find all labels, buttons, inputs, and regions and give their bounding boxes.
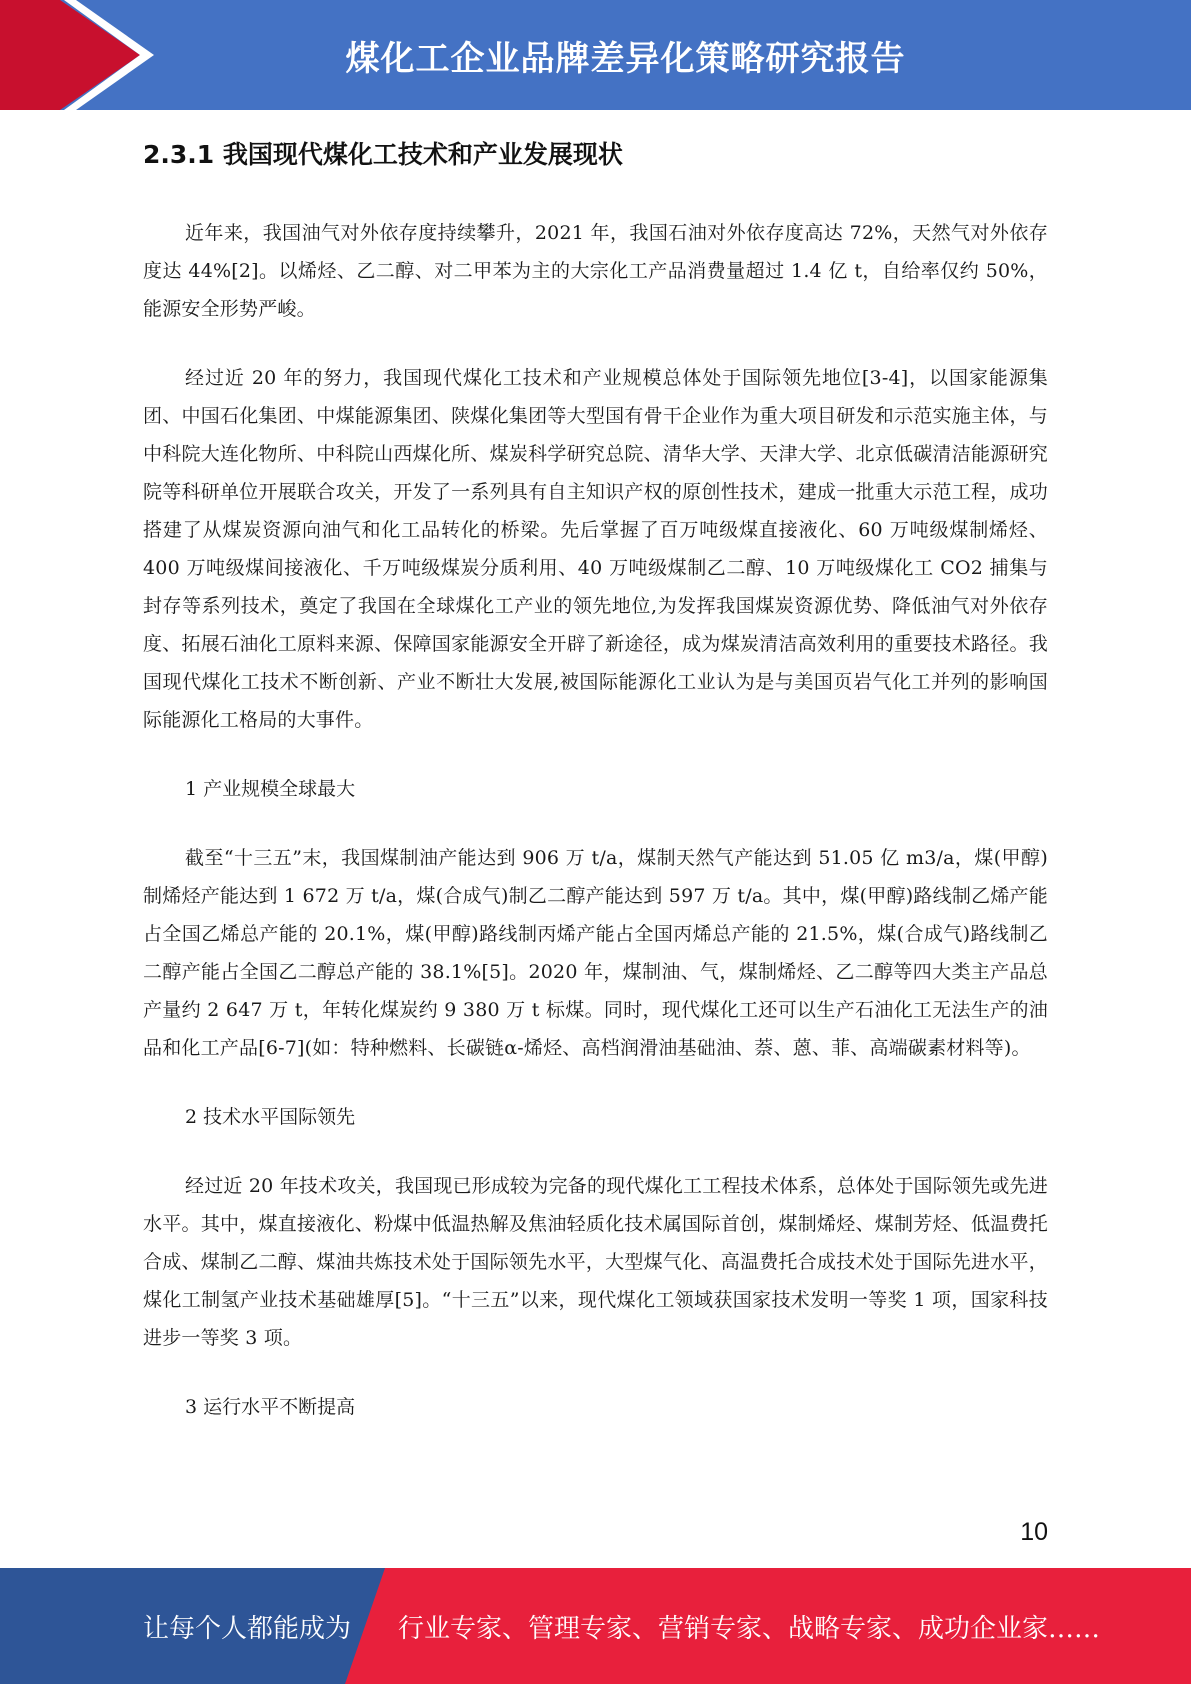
report-title: 煤化工企业品牌差异化策略研究报告 (345, 38, 906, 79)
paragraph: 截至“十三五”末，我国煤制油产能达到 906 万 t/a，煤制天然气产能达到 51.05 亿 m3/a，煤(甲醇)制烯烃产能达到 1 672 万 t/a，煤(合成气)制乙二醇产能达到 597 万 t/a。其中，煤(甲醇)路线制乙烯产能占全国乙烯总产能的 20.1%，煤(甲醇)路线制丙烯产能占全国丙烯总产能的 21.5%，煤(合成气)路线制乙二醇产能占全国乙二醇总产能的 38.1%[5]。2020 年，煤制油、气，煤制烯烃、乙二醇等四大类主产品总产量约 2 647 万 t，年转化煤炭约 9 380 万 t 标煤。同时，现代煤化工还可以生产石油化工无法生产的油品和化工产品[6-7](如：特种燃料、长碳链α-烯烃、高档润滑油基础油、萘、蒽、菲、高端碳素材料等)。 (143, 847, 1048, 1059)
subheading: 2 技术水平国际领先 (185, 1106, 356, 1128)
footer-slogan-left: 让每个人都能成为 (143, 1613, 352, 1644)
page-number: 10 (1020, 1518, 1048, 1546)
section-heading: 2.3.1 我国现代煤化工技术和产业发展现状 (143, 140, 623, 169)
page-header (0, 0, 1191, 110)
subheading: 1 产业规模全球最大 (185, 778, 356, 800)
paragraph: 近年来，我国油气对外依存度持续攀升，2021 年，我国石油对外依存度高达 72%，天然气对外依存度达 44%[2]。以烯烃、乙二醇、对二甲苯为主的大宗化工产品消费量超过 1.4 亿 t，自给率仅约 50%，能源安全形势严峻。 (143, 222, 1048, 320)
page-footer (0, 1568, 1191, 1684)
footer-slogan-right: 行业专家、管理专家、营销专家、战略专家、成功企业家…… (398, 1613, 1101, 1644)
page-content (143, 128, 1048, 1457)
paragraph: 经过近 20 年的努力，我国现代煤化工技术和产业规模总体处于国际领先地位[3-4]，以国家能源集团、中国石化集团、中煤能源集团、陕煤化集团等大型国有骨干企业作为重大项目研发和示范实施主体，与中科院大连化物所、中科院山西煤化所、煤炭科学研究总院、清华大学、天津大学、北京低碳清洁能源研究院等科研单位开展联合攻关，开发了一系列具有自主知识产权的原创性技术，建成一批重大示范工程，成功搭建了从煤炭资源向油气和化工品转化的桥梁。先后掌握了百万吨级煤直接液化、60 万吨级煤制烯烃、400 万吨级煤间接液化、千万吨级煤炭分质利用、40 万吨级煤制乙二醇、10 万吨级煤化工 CO2 捕集与封存等系列技术，奠定了我国在全球煤化工产业的领先地位,为发挥我国煤炭资源优势、降低油气对外依存度、拓展石油化工原料来源、保障国家能源安全开辟了新途径，成为煤炭清洁高效利用的重要技术路径。我国现代煤化工技术不断创新、产业不断壮大发展,被国际能源化工业认为是与美国页岩气化工并列的影响国际能源化工格局的大事件。 (143, 367, 1048, 731)
subheading: 3 运行水平不断提高 (185, 1396, 356, 1418)
paragraph: 经过近 20 年技术攻关，我国现已形成较为完备的现代煤化工工程技术体系，总体处于国际领先或先进水平。其中，煤直接液化、粉煤中低温热解及焦油轻质化技术属国际首创，煤制烯烃、煤制芳烃、低温费托合成、煤制乙二醇、煤油共炼技术处于国际领先水平，大型煤气化、高温费托合成技术处于国际先进水平，煤化工制氢产业技术基础雄厚[5]。“十三五”以来，现代煤化工领域获国家技术发明一等奖 1 项，国家科技进步一等奖 3 项。 (143, 1175, 1048, 1349)
